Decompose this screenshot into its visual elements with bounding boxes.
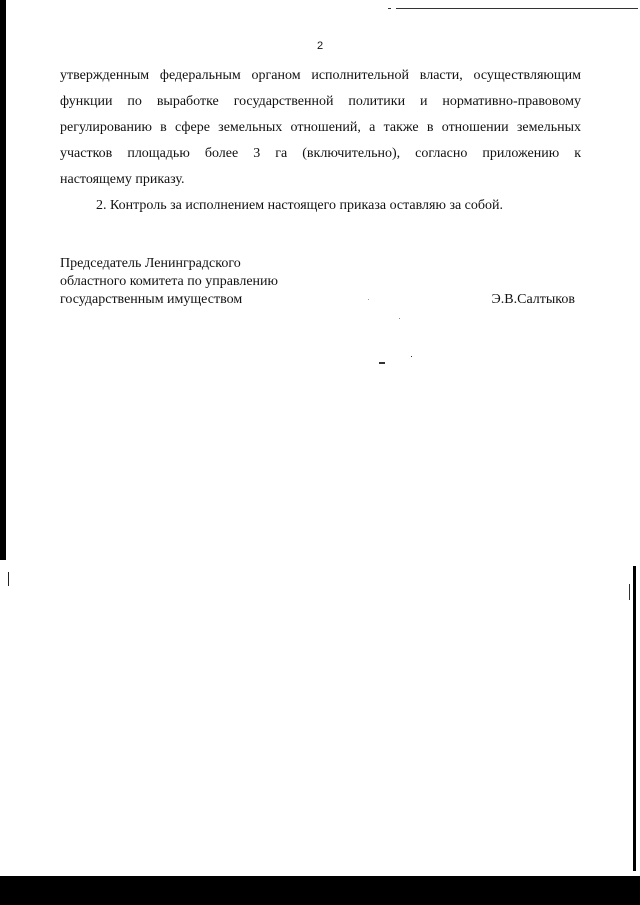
scan-speck xyxy=(399,318,400,319)
signature-block xyxy=(60,255,581,309)
scan-mark xyxy=(388,8,391,9)
scan-speck xyxy=(379,362,385,364)
scan-edge-top xyxy=(396,8,638,9)
text-line: настоящему приказу. xyxy=(60,172,185,187)
text-line: участков площадью более 3 га (включительно), согласно приложению к xyxy=(60,146,581,161)
signatory-title-line: Председатель Ленинградского xyxy=(60,256,241,271)
text-line: функции по выработке государственной политики и нормативно-правовому xyxy=(60,94,581,109)
scan-edge-bottom xyxy=(0,876,640,905)
text-line: утвержденным федеральным органом исполнительной власти, осуществляющим xyxy=(60,68,581,83)
signatory-title-line: областного комитета по управлению xyxy=(60,274,278,289)
paragraph-1 xyxy=(60,63,581,193)
signatory-title-line: государственным имуществом xyxy=(60,292,243,307)
scan-speck xyxy=(411,356,412,357)
paragraph-2: 2. Контроль за исполнением настоящего приказа оставляю за собой. xyxy=(96,198,504,213)
scan-mark xyxy=(629,584,630,600)
text-line: регулированию в сфере земельных отношений, а также в отношении земельных xyxy=(60,120,581,135)
body-text xyxy=(60,63,581,219)
scan-edge-left xyxy=(0,0,6,560)
page-number: 2 xyxy=(316,40,324,52)
scan-edge-right xyxy=(633,566,636,871)
scan-mark xyxy=(8,572,9,586)
signatory-name: Э.В.Салтыков xyxy=(491,292,575,307)
